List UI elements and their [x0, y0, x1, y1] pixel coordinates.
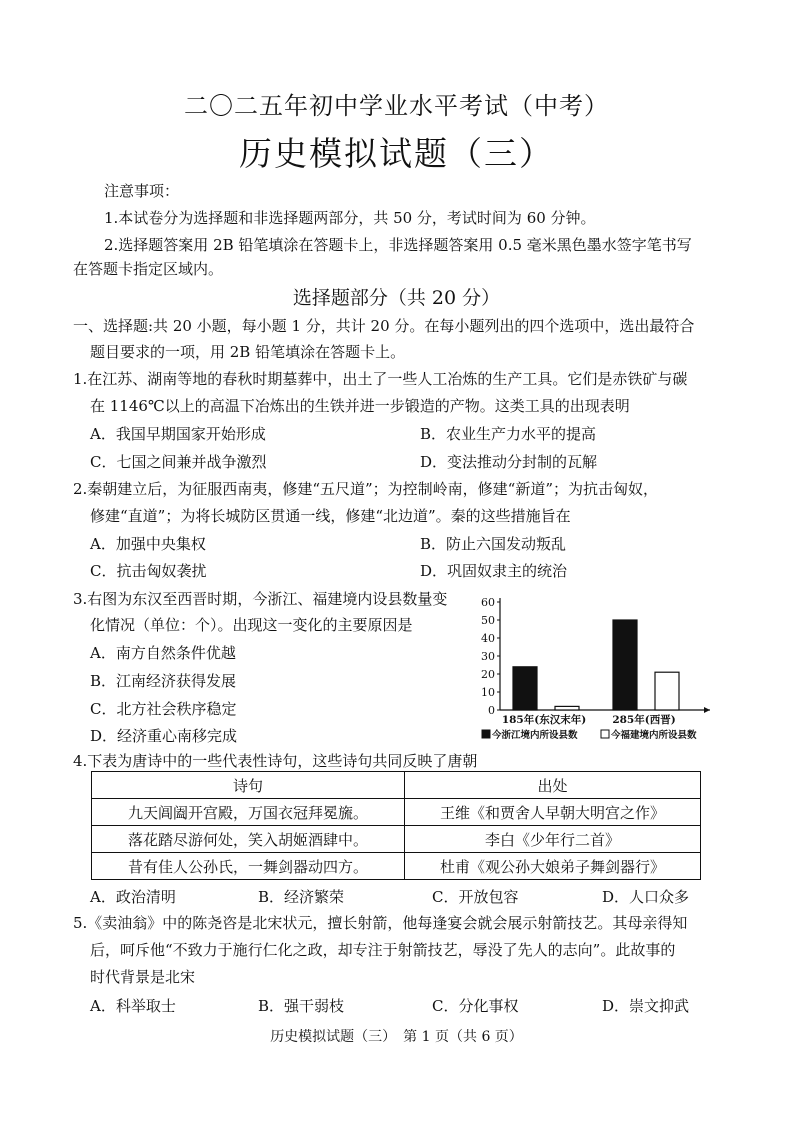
x-axis-arrow — [704, 707, 710, 713]
q2-option-b: B．防止六国发动叛乱 — [420, 535, 567, 553]
table-cell-poem: 昔有佳人公孙氏，一舞剑器动四方。 — [92, 853, 405, 880]
table-row — [92, 799, 701, 826]
table-cell-source: 杜甫《观公孙大娘弟子舞剑器行》 — [405, 853, 701, 880]
legend-label-zhejiang: 今浙江境内所设县数 — [492, 730, 578, 741]
table-cell-source: 李白《少年行二首》 — [405, 826, 701, 853]
q5-option-a: A．科举取士 — [90, 997, 176, 1015]
q5-stem-line-1: 5.《卖油翁》中的陈尧咨是北宋状元，擅长射箭，他每逢宴会就会展示射箭技艺。其母亲得知 — [73, 914, 688, 932]
notice-heading: 注意事项： — [104, 182, 180, 200]
legend-label-fujian: 今福建境内所设县数 — [611, 730, 697, 741]
x-tick-label: 285年(西晋) — [612, 714, 676, 726]
poem-table — [91, 771, 701, 880]
y-tick-label: 40 — [481, 632, 495, 645]
y-tick-label: 0 — [488, 704, 495, 717]
paper-title: 历史模拟试题（三） — [239, 134, 554, 173]
q2-stem-line-2: 修建“直道”；为将长城防区贯通一线，修建“北边道”。秦的这些措施旨在 — [90, 507, 571, 525]
q3-option-a: A．南方自然条件优越 — [90, 644, 236, 662]
q1-option-d: D．变法推动分封制的瓦解 — [420, 453, 598, 471]
q4-option-a: A．政治清明 — [90, 888, 176, 906]
table-header-source: 出处 — [405, 772, 701, 799]
bar-fujian — [655, 672, 679, 710]
q3-option-c: C．北方社会秩序稳定 — [90, 700, 237, 718]
notice-item-2-line-1: 2.选择题答案用 2B 铅笔填涂在答题卡上，非选择题答案用 0.5 毫米黑色墨水签字笔书写 — [104, 236, 692, 254]
q2-option-d: D．巩固奴隶主的统治 — [420, 562, 568, 580]
bar-fujian — [555, 706, 579, 710]
q5-option-b: B．强干弱枝 — [258, 997, 345, 1015]
y-tick-label: 30 — [481, 650, 495, 663]
q2-option-c: C．抗击匈奴袭扰 — [90, 562, 207, 580]
section-intro-line-1: 一、选择题:共 20 小题，每小题 1 分，共计 20 分。在每小题列出的四个选项中，选出最符合 — [73, 317, 695, 335]
q2-option-a: A．加强中央集权 — [90, 535, 206, 553]
table-row — [92, 826, 701, 853]
table-row — [92, 853, 701, 880]
q5-option-d: D．崇文抑武 — [602, 997, 690, 1015]
exam-title: 二〇二五年初中学业水平考试（中考） — [184, 92, 609, 120]
q5-option-c: C．分化事权 — [432, 997, 519, 1015]
table-cell-poem: 九天阊阖开宫殿，万国衣冠拜冕旒。 — [92, 799, 405, 826]
table-header-poem: 诗句 — [92, 772, 405, 799]
section-title: 选择题部分（共 20 分） — [292, 287, 501, 309]
legend-swatch-zhejiang — [482, 730, 490, 738]
y-tick-label: 50 — [481, 614, 495, 627]
q1-stem-line-1: 1.在江苏、湖南等地的春秋时期墓葬中，出土了一些人工冶炼的生产工具。它们是赤铁矿与碳 — [73, 370, 688, 388]
q4-option-b: B．经济繁荣 — [258, 888, 345, 906]
q2-stem-line-1: 2.秦朝建立后，为征服西南夷，修建“五尺道”；为控制岭南，修建“新道”；为抗击匈奴， — [73, 480, 658, 498]
county-count-bar-chart — [470, 592, 720, 744]
q1-stem-line-2: 在 1146℃以上的高温下冶炼出的生铁并进一步锻造的产物。这类工具的出现表明 — [90, 397, 630, 415]
notice-item-1: 1.本试卷分为选择题和非选择题两部分，共 50 分，考试时间为 60 分钟。 — [104, 209, 596, 227]
section-intro-line-2: 题目要求的一项，用 2B 铅笔填涂在答题卡上。 — [90, 343, 406, 361]
notice-item-2-line-2: 在答题卡指定区域内。 — [73, 260, 224, 278]
q4-option-d: D．人口众多 — [602, 888, 690, 906]
q3-option-b: B．江南经济获得发展 — [90, 672, 237, 690]
table-header-row — [92, 772, 701, 799]
q5-stem-line-2: 后，呵斥他“不致力于施行仁化之政，却专注于射箭技艺，辱没了先人的志向”。此故事的 — [90, 941, 676, 959]
q1-option-c: C．七国之间兼并战争激烈 — [90, 453, 267, 471]
q3-stem-line-1: 3.右图为东汉至西晋时期，今浙江、福建境内设县数量变 — [73, 590, 448, 608]
page-footer: 历史模拟试题（三） 第 1 页（共 6 页） — [270, 1029, 523, 1045]
q4-option-c: C．开放包容 — [432, 888, 519, 906]
q3-stem-line-2: 化情况（单位：个）。出现这一变化的主要原因是 — [90, 616, 413, 634]
table-cell-poem: 落花踏尽游何处，笑入胡姬酒肆中。 — [92, 826, 405, 853]
table-cell-source: 王维《和贾舍人早朝大明宫之作》 — [405, 799, 701, 826]
bar-zhejiang — [513, 667, 537, 710]
y-tick-label: 60 — [481, 596, 495, 609]
q1-option-b: B．农业生产力水平的提高 — [420, 425, 597, 443]
y-tick-label: 10 — [481, 686, 495, 699]
x-tick-label: 185年(东汉末年) — [501, 714, 587, 726]
q1-option-a: A．我国早期国家开始形成 — [90, 425, 266, 443]
q4-stem-line-1: 4.下表为唐诗中的一些代表性诗句，这些诗句共同反映了唐朝 — [73, 752, 478, 770]
bar-zhejiang — [613, 620, 637, 710]
y-tick-label: 20 — [481, 668, 495, 681]
q3-option-d: D．经济重心南移完成 — [90, 727, 238, 745]
legend-swatch-fujian — [601, 730, 609, 738]
q5-stem-line-3: 时代背景是北宋 — [90, 968, 196, 986]
